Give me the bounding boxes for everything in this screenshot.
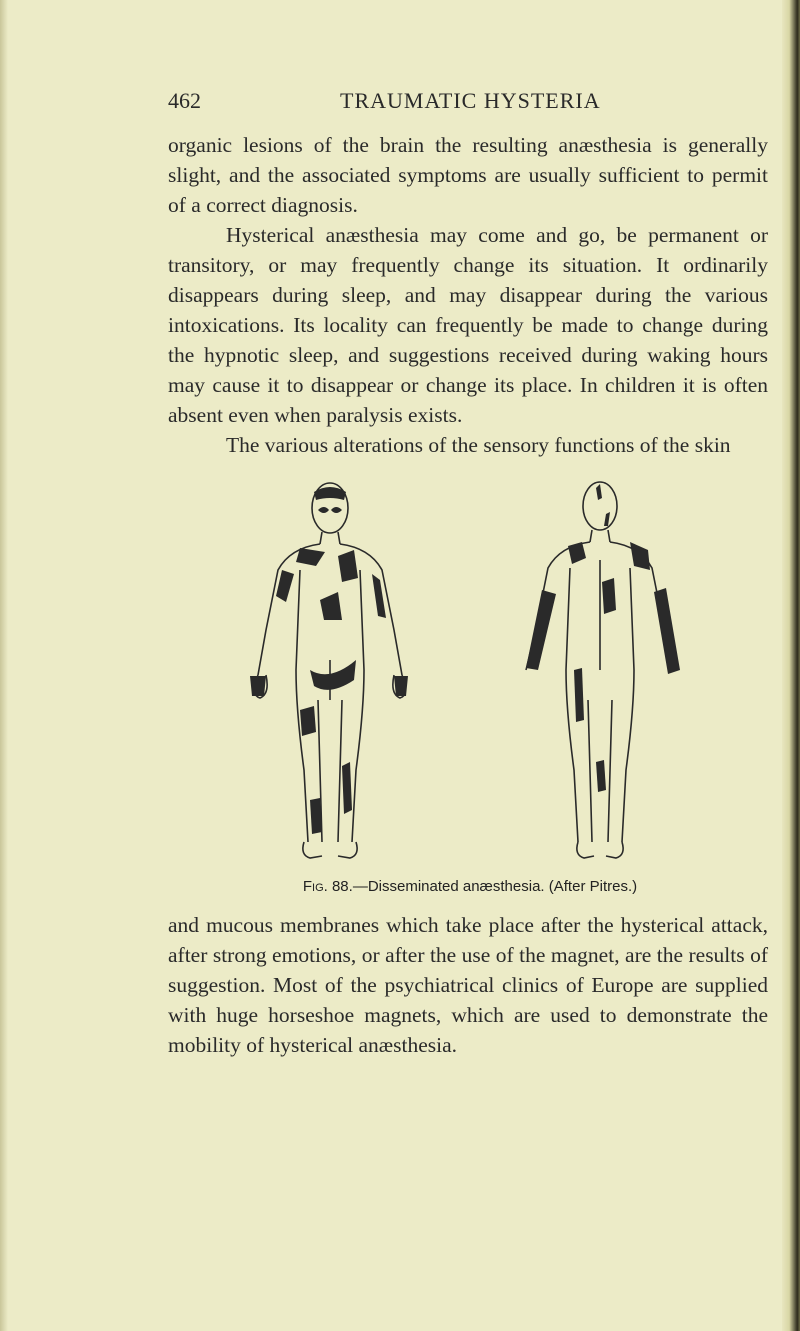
paragraph: organic lesions of the brain the resulting anæsthesia is generally slight, and the associated symptoms are usually sufficient to permit of a correct diagnosis. xyxy=(168,133,768,217)
anesthesia-body-diagram xyxy=(230,470,710,870)
paragraph: and mucous membranes which take place after the hysterical attack, after strong emotions, or after the use of the magnet, are the results of suggestion. Most of the psychiatrical clinics of Europe are supplied with huge horseshoe magnets, which are used to demonstrate the mobility of hysterical anæsthesia. xyxy=(168,913,768,1057)
front-anesthesia-patches xyxy=(250,487,408,834)
page-left-edge xyxy=(0,0,8,1331)
running-title: TRAUMATIC HYSTERIA xyxy=(340,88,601,113)
page-header xyxy=(168,88,768,118)
paragraph: The various alterations of the sensory functions of the skin xyxy=(226,433,731,457)
paragraph: Hysterical anæsthesia may come and go, be permanent or transitory, or may frequently change its situation. It ordinarily disappears during sleep, and may disappear during the various intoxications. Its locality can frequently be made to change during the hypnotic sleep, and suggestions received during waking hours may cause it to disappear or change its place. In children it is often absent even when paralysis exists. xyxy=(168,223,768,427)
text-block-top xyxy=(168,130,768,460)
page-number: 462 xyxy=(168,88,201,113)
back-figure xyxy=(526,482,674,858)
figure-credit: (After Pitres.) xyxy=(548,878,638,895)
figure-88 xyxy=(230,470,710,895)
figure-caption xyxy=(230,878,710,895)
text-block-bottom xyxy=(168,910,768,1060)
front-figure xyxy=(254,483,405,858)
figure-caption-text: —Disseminated anæsthesia. xyxy=(352,878,545,895)
figure-number: Fig. 88. xyxy=(302,878,353,895)
page-right-edge xyxy=(782,0,800,1331)
